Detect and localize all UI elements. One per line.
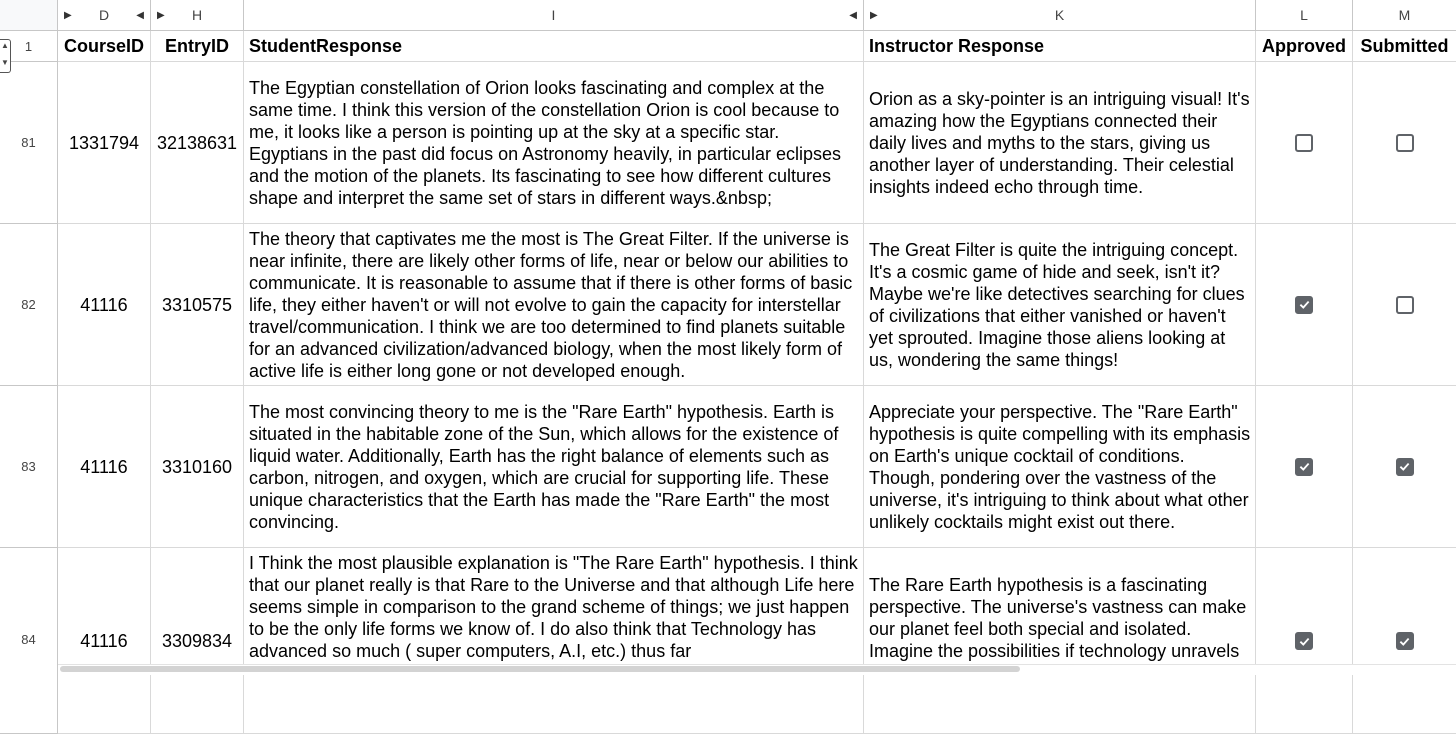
column-header-d[interactable] — [58, 0, 151, 31]
course-id-cell[interactable]: 1331794 — [58, 62, 151, 224]
column-header-m[interactable] — [1353, 0, 1456, 31]
student-response-cell[interactable] — [244, 62, 864, 224]
student-response-text: The theory that captivates me the most is The Great Filter. If the universe is near infinite, there are likely other forms of life, near or below our abilities to communicate. It is reasonable to assume that if there is other forms of basic life, they either haven't or will not evolve to gain the capacity for interstellar travel/communication. I think we are too determined to find planets suitable for an advanced civilization/advanced biology, when the most likely form of active life is either long gone or not developed enough. — [249, 228, 853, 381]
course-id-cell[interactable]: 41116 — [58, 386, 151, 548]
row-number-84[interactable]: 84 — [0, 548, 58, 734]
instructor-response-text: Appreciate your perspective. The "Rare Earth" hypothesis is quite compelling with its emphasis on Earth's unique cocktail of conditions. Though, pondering over the vastness of the universe, it's intriguing to think about what other unlikely cocktails might exist out there. — [869, 401, 1251, 532]
header-entry-id[interactable]: EntryID — [151, 31, 244, 62]
student-response-cell[interactable] — [244, 386, 864, 548]
check-icon — [1299, 461, 1310, 472]
student-response-cell[interactable] — [244, 548, 864, 734]
submitted-checkbox[interactable] — [1396, 458, 1414, 476]
approved-cell — [1256, 224, 1353, 386]
expand-group-icon[interactable]: ▶ — [870, 10, 878, 21]
instructor-response-text: The Rare Earth hypothesis is a fascinating perspective. The universe's vastness can make our planet feel both special and isolated. Imagine the possibilities if technology unravels — [869, 575, 1247, 661]
column-letter: K — [1054, 7, 1065, 23]
approved-cell — [1256, 386, 1353, 548]
entry-id-cell[interactable]: 3309834 — [151, 548, 244, 734]
select-all-corner[interactable] — [0, 0, 58, 31]
approved-cell — [1256, 62, 1353, 224]
approved-cell — [1256, 548, 1353, 734]
student-response-cell[interactable] — [244, 224, 864, 386]
instructor-response-cell[interactable] — [864, 62, 1256, 224]
check-icon — [1299, 636, 1310, 647]
column-header-k[interactable] — [864, 0, 1256, 31]
entry-id-cell[interactable]: 3310575 — [151, 224, 244, 386]
course-id-cell[interactable]: 41116 — [58, 548, 151, 734]
column-letter: M — [1398, 7, 1411, 23]
horizontal-scrollbar-thumb[interactable] — [60, 666, 1020, 672]
collapse-group-icon[interactable]: ◀ — [849, 10, 857, 21]
column-letter: L — [1300, 7, 1308, 23]
student-response-text: The most convincing theory to me is the "Rare Earth" hypothesis. Earth is situated in the habitable zone of the Sun, which allows for the existence of liquid water. Additionally, Earth has the right balance of elements such as carbon, nitrogen, and oxygen, which are crucial for supporting life. These unique characteristics that the Earth has made the "Rare Earth" the most convincing. — [249, 401, 839, 532]
entry-id-cell[interactable]: 3310160 — [151, 386, 244, 548]
submitted-cell — [1353, 548, 1456, 734]
instructor-response-text: Orion as a sky-pointer is an intriguing visual! It's amazing how the Egyptians connected their daily lives and myths to the stars, giving us another layer of understanding. Their celestial insights indeed echo through time. — [869, 88, 1250, 197]
row-number-81[interactable]: 81 — [0, 62, 58, 224]
entry-id-cell[interactable]: 32138631 — [151, 62, 244, 224]
header-approved[interactable]: Approved — [1256, 31, 1353, 62]
submitted-checkbox[interactable] — [1396, 134, 1414, 152]
row-number-1[interactable] — [0, 31, 58, 67]
check-icon — [1399, 461, 1410, 472]
submitted-cell — [1353, 62, 1456, 224]
header-course-id[interactable]: CourseID — [58, 31, 151, 62]
approved-checkbox[interactable] — [1295, 134, 1313, 152]
column-header-h[interactable] — [151, 0, 244, 31]
instructor-response-cell[interactable] — [864, 386, 1256, 548]
approved-checkbox[interactable] — [1295, 296, 1313, 314]
instructor-response-cell[interactable] — [864, 224, 1256, 386]
header-submitted[interactable]: Submitted — [1353, 31, 1456, 62]
header-instructor-response[interactable]: Instructor Response — [864, 31, 1256, 62]
row-number-82[interactable]: 82 — [0, 224, 58, 386]
check-icon — [1399, 636, 1410, 647]
column-letter: H — [191, 7, 203, 23]
column-header-i[interactable] — [244, 0, 864, 31]
column-letter: I — [551, 7, 556, 23]
approved-checkbox[interactable] — [1295, 632, 1313, 650]
row-number-83[interactable]: 83 — [0, 386, 58, 548]
course-id-cell[interactable]: 41116 — [58, 224, 151, 386]
expand-group-icon[interactable]: ▶ — [64, 10, 72, 21]
group-toggle-icon[interactable]: ▲ ▼ — [0, 39, 11, 73]
instructor-response-cell[interactable] — [864, 548, 1256, 734]
header-student-response[interactable]: StudentResponse — [244, 31, 864, 62]
column-letter: D — [98, 7, 110, 23]
submitted-cell — [1353, 224, 1456, 386]
submitted-cell — [1353, 386, 1456, 548]
row-number-label: 1 — [24, 38, 33, 54]
submitted-checkbox[interactable] — [1396, 632, 1414, 650]
student-response-text: I Think the most plausible explanation is "The Rare Earth" hypothesis. I think that our planet really is that Rare to the Universe and that although Life here seems simple in comparison to the grand scheme of things; we just happen to be the only life forms we know of. I do also think that Technology has advanced so much ( super computers, A.I, etc.) thus far — [249, 553, 858, 661]
instructor-response-text: The Great Filter is quite the intriguing concept. It's a cosmic game of hide and seek, isn't it? Maybe we're like detectives searching for clues of civilizations that either vanished or haven't yet sprouted. Imagine those aliens looking at us, wondering the same things! — [869, 239, 1245, 370]
check-icon — [1299, 299, 1310, 310]
collapse-group-icon[interactable]: ◀ — [136, 10, 144, 21]
column-header-l[interactable] — [1256, 0, 1353, 31]
approved-checkbox[interactable] — [1295, 458, 1313, 476]
expand-group-icon[interactable]: ▶ — [157, 10, 165, 21]
submitted-checkbox[interactable] — [1396, 296, 1414, 314]
student-response-text: The Egyptian constellation of Orion looks fascinating and complex at the same time. I think this version of the constellation Orion is cool because to me, it looks like a person is pointing up at the sky at a specific star. Egyptians in the past did focus on Astronomy heavily, in particular eclipses and the motion of the planets. Its fascinating to see how different cultures shape and interpret the same set of stars in different ways.&nbsp; — [249, 77, 841, 208]
